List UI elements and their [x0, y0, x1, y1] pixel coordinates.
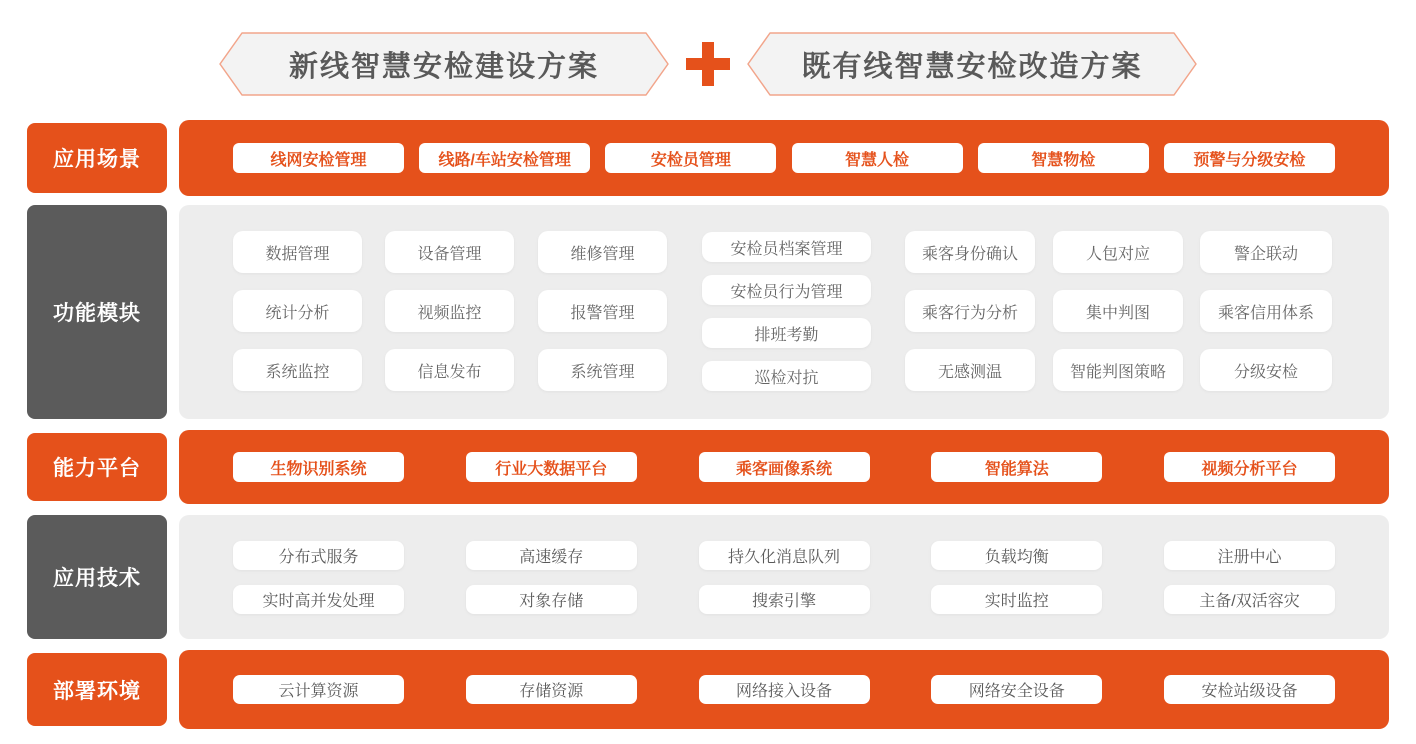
pill-line — [179, 120, 1389, 196]
fm-column-2 — [385, 205, 514, 391]
scenario-pill: 安检员管理 — [605, 143, 776, 173]
pill-line — [179, 650, 1389, 729]
module-pill: 巡检对抗 — [702, 361, 871, 391]
module-pill: 安检员行为管理 — [702, 275, 871, 305]
module-pill: 数据管理 — [233, 231, 362, 273]
module-pill: 无感测温 — [905, 349, 1035, 391]
tech-pill: 实时高并发处理 — [233, 585, 404, 614]
tech-line-2 — [179, 585, 1389, 614]
module-pill: 系统监控 — [233, 349, 362, 391]
banner-left-title: 新线智慧安检建设方案 — [288, 50, 599, 83]
platform-pill: 视频分析平台 — [1164, 452, 1335, 482]
module-pill: 乘客身份确认 — [905, 231, 1035, 273]
header-banners — [0, 32, 1416, 96]
application-scenarios-bar — [179, 120, 1389, 196]
module-pill: 视频监控 — [385, 290, 514, 332]
fm-column-6 — [1053, 205, 1183, 391]
deployment-pill: 网络安全设备 — [931, 675, 1102, 704]
row-application-scenarios — [0, 120, 1416, 196]
fm-column-3 — [538, 205, 667, 391]
platform-pill: 行业大数据平台 — [466, 452, 637, 482]
tech-lines — [179, 515, 1389, 639]
row-deployment-environment — [0, 650, 1416, 729]
tech-pill: 高速缓存 — [466, 541, 637, 570]
fm-column-5 — [905, 205, 1035, 391]
tech-pill: 注册中心 — [1164, 541, 1335, 570]
row-label-function-modules: 功能模块 — [27, 205, 167, 419]
banner-existing-line-plan — [747, 32, 1197, 96]
platform-pill: 生物识别系统 — [233, 452, 404, 482]
deployment-pill: 存储资源 — [466, 675, 637, 704]
platform-pill: 智能算法 — [931, 452, 1102, 482]
row-label-capability-platform: 能力平台 — [27, 433, 167, 501]
tech-pill: 主备/双活容灾 — [1164, 585, 1335, 614]
module-pill: 分级安检 — [1200, 349, 1332, 391]
deployment-pill: 网络接入设备 — [699, 675, 870, 704]
scenario-pill: 智慧人检 — [792, 143, 963, 173]
application-technology-panel — [179, 515, 1389, 639]
module-pill: 设备管理 — [385, 231, 514, 273]
module-pill: 人包对应 — [1053, 231, 1183, 273]
module-pill: 乘客行为分析 — [905, 290, 1035, 332]
row-label-application-scenarios: 应用场景 — [27, 123, 167, 193]
tech-pill: 搜索引擎 — [699, 585, 870, 614]
tech-pill: 对象存储 — [466, 585, 637, 614]
deployment-pill: 云计算资源 — [233, 675, 404, 704]
tech-pill: 分布式服务 — [233, 541, 404, 570]
fm-column-7 — [1200, 205, 1332, 391]
module-pill: 排班考勤 — [702, 318, 871, 348]
module-pill: 安检员档案管理 — [702, 232, 871, 262]
module-pill: 报警管理 — [538, 290, 667, 332]
module-pill: 维修管理 — [538, 231, 667, 273]
scenario-pill: 智慧物检 — [978, 143, 1149, 173]
plus-icon — [686, 42, 730, 86]
row-capability-platform — [0, 430, 1416, 504]
module-pill: 信息发布 — [385, 349, 514, 391]
deployment-pill: 安检站级设备 — [1164, 675, 1335, 704]
fm-column-4 — [702, 205, 871, 391]
row-label-deployment-environment: 部署环境 — [27, 653, 167, 726]
row-function-modules — [0, 205, 1416, 419]
tech-pill: 实时监控 — [931, 585, 1102, 614]
fm-column-1 — [233, 205, 362, 391]
banner-new-line-plan — [219, 32, 669, 96]
banner-right-title: 既有线智慧安检改造方案 — [801, 50, 1143, 83]
module-pill: 乘客信用体系 — [1200, 290, 1332, 332]
module-pill: 统计分析 — [233, 290, 362, 332]
scenario-pill: 线路/车站安检管理 — [419, 143, 590, 173]
row-application-technology — [0, 515, 1416, 639]
tech-line-1 — [179, 541, 1389, 570]
tech-pill: 负载均衡 — [931, 541, 1102, 570]
module-pill: 智能判图策略 — [1053, 349, 1183, 391]
module-pill: 集中判图 — [1053, 290, 1183, 332]
module-pill: 警企联动 — [1200, 231, 1332, 273]
function-modules-panel — [179, 205, 1389, 419]
capability-platform-bar — [179, 430, 1389, 504]
tech-pill: 持久化消息队列 — [699, 541, 870, 570]
platform-pill: 乘客画像系统 — [699, 452, 870, 482]
module-pill: 系统管理 — [538, 349, 667, 391]
scenario-pill: 预警与分级安检 — [1164, 143, 1335, 173]
pill-line — [179, 430, 1389, 504]
row-label-application-technology: 应用技术 — [27, 515, 167, 639]
deployment-environment-bar — [179, 650, 1389, 729]
scenario-pill: 线网安检管理 — [233, 143, 404, 173]
